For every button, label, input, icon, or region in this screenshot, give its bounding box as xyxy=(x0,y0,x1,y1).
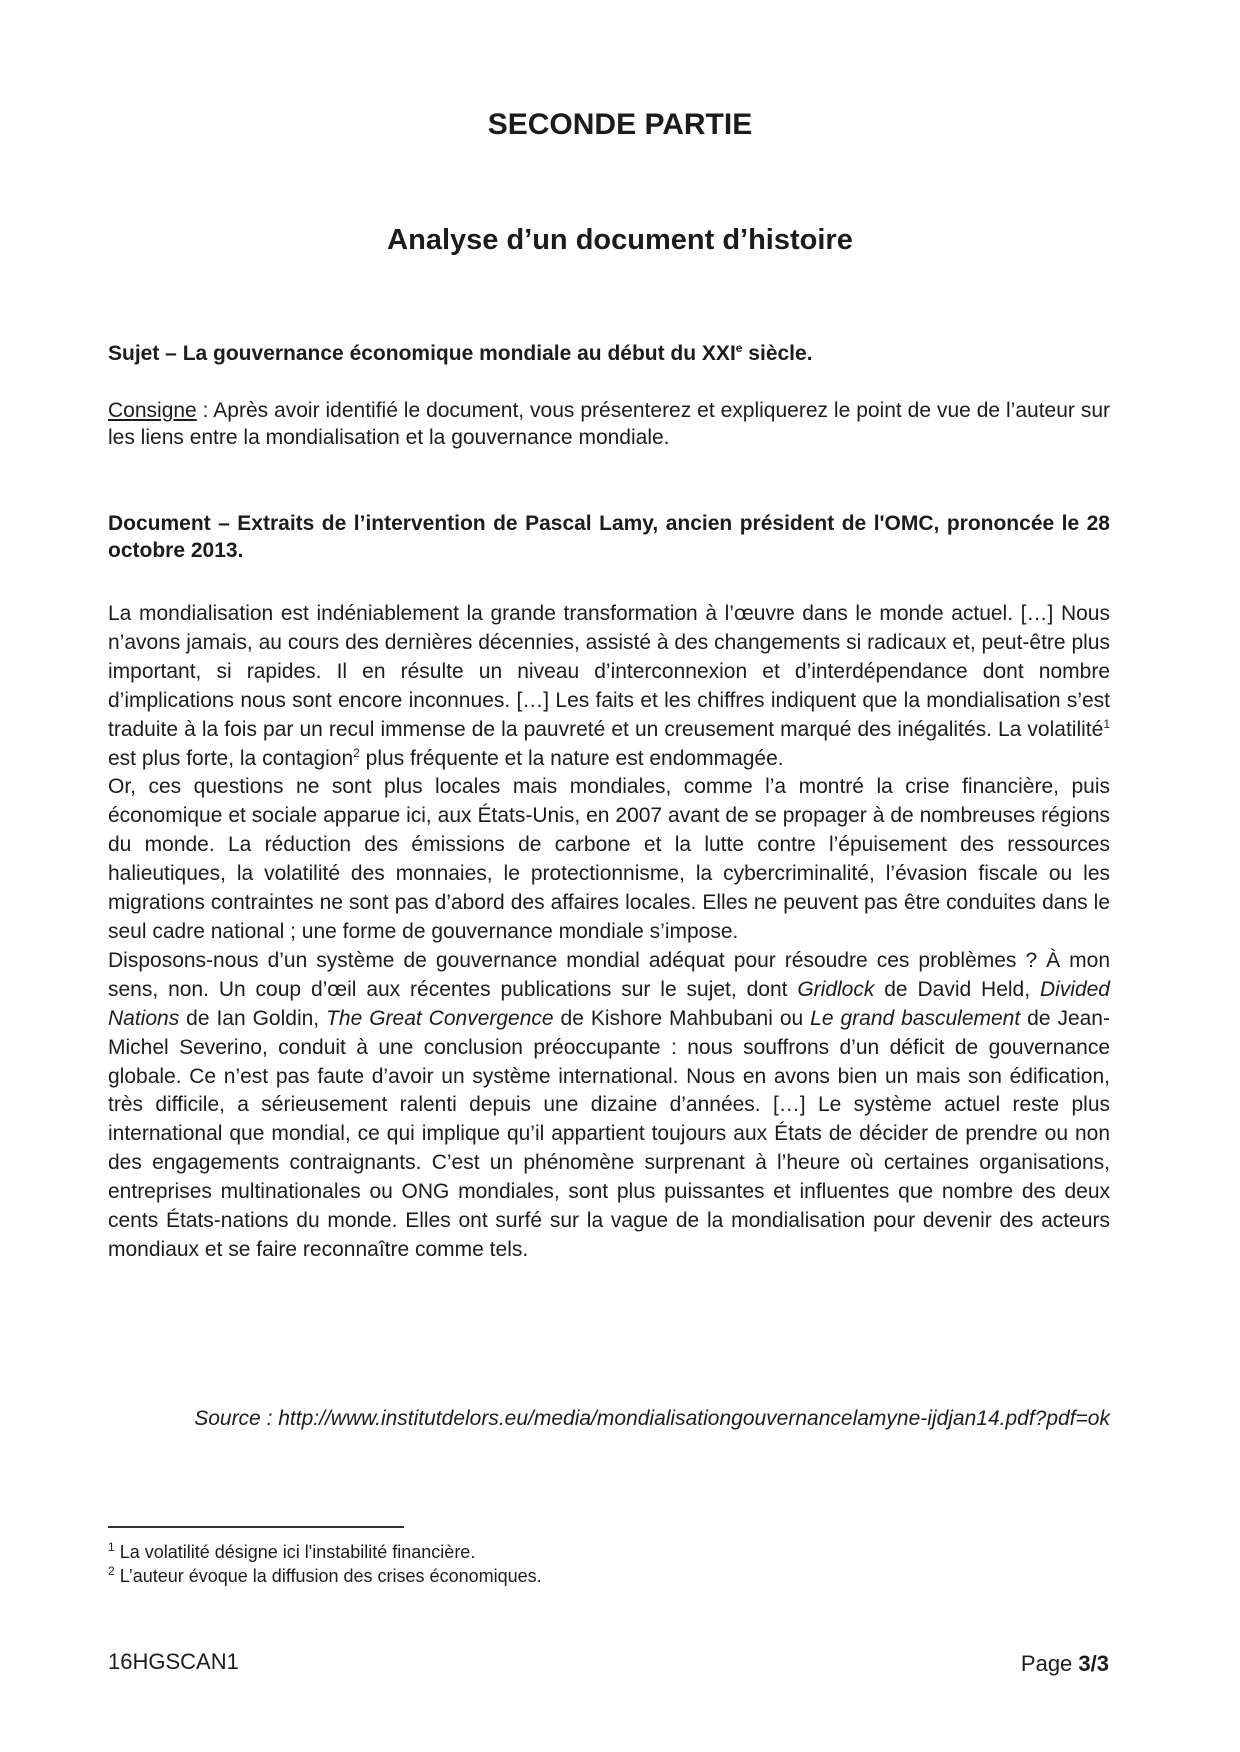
body-p3-c: de Ian Goldin, xyxy=(179,1006,327,1030)
part-title: SECONDE PARTIE xyxy=(487,108,753,141)
subject-superscript: e xyxy=(735,341,743,355)
body-paragraph-1 xyxy=(108,600,1110,773)
body-paragraph-2: Or, ces questions ne sont plus locales mais mondiales, comme l’a montré la crise financière, puis économique et sociale apparue ici, aux États-Unis, en 2007 avant de se propager à de nombreuses régions du monde. La réduction des émissions de carbone et la lutte contre l’épuisement des ressources halieutiques, la volatilité des monnaies, le protectionnisme, la cybercriminalité, l’évasion fiscale ou les migrations contraintes ne sont pas d’abord des affaires locales. Elles ne peuvent pas être conduites dans le seul cadre national ; une forme de gouvernance mondiale s’impose. xyxy=(108,775,1110,943)
footnote-1-number: 1 xyxy=(108,1540,115,1554)
instruction-label: Consigne xyxy=(108,399,197,422)
instruction-text: : Après avoir identifié le document, vous présenterez et expliquerez le point de vue de l’auteur sur les liens entre la mondialisation et la gouvernance mondiale. xyxy=(108,399,1110,449)
subject-text: Sujet – La gouvernance économique mondiale au début du XXI xyxy=(108,342,736,365)
body-p3-b: de David Held, xyxy=(874,977,1040,1001)
footnote-1-text: La volatilité désigne ici l'instabilité financière. xyxy=(114,1542,476,1562)
document-body xyxy=(108,600,1110,1265)
body-p3-d: de Kishore Mahbubani ou xyxy=(553,1006,811,1030)
document-heading xyxy=(108,510,1110,564)
body-paragraph-3 xyxy=(108,947,1110,1265)
body-p1-a: La mondialisation est indéniablement la grande transformation à l’œuvre dans le monde actuel. […] Nous n’avons jamais, au cours des dernières décennies, assisté à des changements si radicaux et, peut-être plus important, si rapides. Il en résulte un niveau d’interconnexion et d’interdépendance dont nombre d’implications nous sont encore inconnues. […] Les faits et les chiffres indiquent que la mondialisation s’est traduite à la fois par un recul immense de la pauvreté et un creusement marqué des inégalités. La volatilité xyxy=(108,602,1110,741)
instruction-paragraph xyxy=(108,397,1110,451)
footnote-2-number: 2 xyxy=(108,1564,115,1578)
footnotes xyxy=(108,1540,542,1588)
book-title-great-convergence: The Great Convergence xyxy=(326,1006,554,1030)
footnote-ref-2: 2 xyxy=(353,745,360,760)
footnote-2 xyxy=(108,1564,542,1588)
footnote-1 xyxy=(108,1540,542,1564)
page-indicator xyxy=(949,1651,1109,1677)
footnote-ref-1: 1 xyxy=(1103,716,1110,731)
exam-code: 16HGSCAN1 xyxy=(108,1649,239,1674)
book-title-divided-nations: Divided Nations xyxy=(108,977,1110,1030)
page-number: 3/3 xyxy=(1078,1651,1109,1676)
body-p1-c: plus fréquente et la nature est endommagée. xyxy=(359,746,784,770)
body-p3-e: de Jean-Michel Severino, conduit à une conclusion préoccupante : nous souffrons d’un déficit de gouvernance globale. Ce n’est pas faute d’avoir un système international. Nous en avons bien un mais son édification, très difficile, a sérieusement ralenti depuis une dizaine d’années. […] Le système actuel reste plus international que mondial, ce qui implique qu’il appartient toujours aux États de décider de prendre ou non des engagements contraignants. C’est un phénomène surprenant à l’heure où certaines organisations, entreprises multinationales ou ONG mondiales, sont plus puissantes et influentes que nombre des deux cents États-nations du monde. Elles ont surfé sur la vague de la mondialisation pour devenir des acteurs mondiaux et se faire reconnaître comme tels. xyxy=(108,1006,1110,1261)
book-title-grand-basculement: Le grand basculement xyxy=(810,1006,1021,1030)
subject-tail: siècle. xyxy=(742,342,813,365)
section-title: Analyse d’un document d’histoire xyxy=(387,224,853,256)
footnote-2-text: L’auteur évoque la diffusion des crises économiques. xyxy=(114,1566,542,1586)
footnote-divider xyxy=(108,1526,404,1528)
body-p3-a: Disposons-nous d’un système de gouvernance mondial adéquat pour résoudre ces problèmes ? À mon sens, non. Un coup d’œil aux récentes publications sur le sujet, dont xyxy=(108,948,1110,1001)
book-title-gridlock: Gridlock xyxy=(797,977,875,1001)
page-label: Page xyxy=(1020,1651,1079,1676)
source-line: Source : http://www.institutdelors.eu/media/mondialisationgouvernancelamyne-ijdjan14.pdf?pdf=ok xyxy=(194,1407,1110,1430)
document-heading-text: Document – Extraits de l’intervention de Pascal Lamy, ancien président de l'OMC, prononcée le 28 octobre 2013. xyxy=(108,512,1110,562)
body-p1-b: est plus forte, la contagion xyxy=(108,746,354,770)
subject-line xyxy=(108,340,1110,367)
